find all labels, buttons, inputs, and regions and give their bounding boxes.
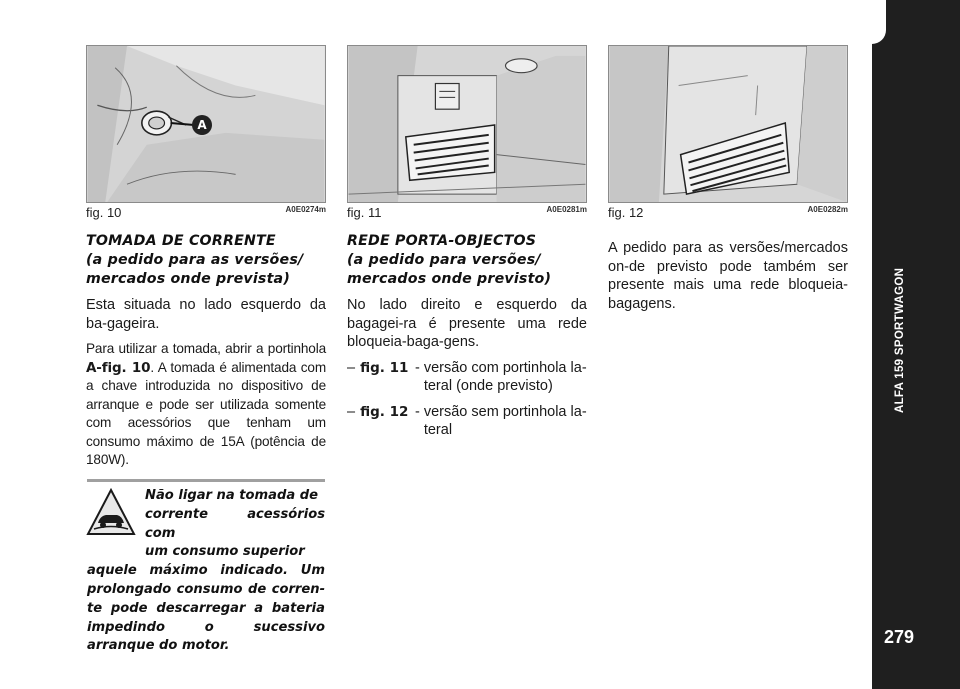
- section1-p2-ref: A-fig. 10: [86, 359, 151, 376]
- figure-10-label: fig. 10: [86, 205, 122, 220]
- warning-rule: [87, 479, 325, 482]
- section2-heading-line2: (a pedido para versões/: [347, 252, 541, 268]
- callout-a-label: A: [197, 118, 207, 132]
- figure-12-code: A0E0282m: [807, 205, 848, 214]
- section2-paragraph1: No lado direito e esquerdo da bagagei-ra é presente uma rede bloqueia-baga-gens.: [347, 297, 587, 350]
- section-storage-net: [347, 232, 587, 440]
- section-extra-net: [608, 239, 848, 313]
- section-power-socket: [86, 232, 326, 470]
- list-item: [347, 403, 587, 440]
- section1-heading-line1: TOMADA DE CORRENTE: [86, 233, 276, 249]
- section2-heading-line3: mercados onde previsto): [347, 271, 552, 287]
- list-text: versão sem portinhola la-teral: [423, 403, 587, 438]
- list-hyphen: -: [415, 403, 420, 420]
- section2-heading: [347, 232, 587, 289]
- list-ref: fig. 11: [360, 359, 409, 376]
- sidebar-title: ALFA 159 SPORTWAGON: [894, 267, 906, 413]
- warning-line1: Não ligar na tomada de: [145, 488, 319, 503]
- section3-paragraph1: A pedido para as versões/mercados on-de previsto pode também ser presente mais uma rede bloqueia-bagagens.: [608, 240, 848, 312]
- section1-heading-line2: (a pedido para as versões/: [86, 252, 304, 268]
- page-number: 279: [883, 627, 915, 647]
- section1-paragraph1: Esta situada no lado esquerdo da ba-gageira.: [86, 297, 326, 332]
- figure-12-caption: [608, 204, 848, 222]
- figure-11-label: fig. 11: [347, 205, 382, 220]
- figure-10-caption: [86, 204, 326, 222]
- section2-heading-line1: REDE PORTA-OBJECTOS: [347, 233, 537, 249]
- figure-11-caption: [347, 204, 587, 222]
- list-hyphen: -: [415, 359, 420, 376]
- list-ref: fig. 12: [360, 403, 409, 420]
- section1-heading-line3: mercados onde prevista): [86, 271, 291, 287]
- figure-12-illustration: [608, 45, 848, 203]
- chapter-sidebar: [872, 0, 960, 689]
- figure-10-code: A0E0274m: [285, 205, 326, 214]
- section1-paragraph2: [86, 340, 326, 470]
- list-dash: –: [347, 403, 356, 420]
- figure-11-code: A0E0281m: [546, 205, 587, 214]
- callout-a: [192, 115, 212, 135]
- warning-line2: corrente acessórios com: [145, 506, 325, 541]
- warning-rest: aquele máximo indicado. Um prolongado consumo de corren-te pode descarregar a bateria impedindo o sucessivo arranque do motor.: [87, 563, 325, 654]
- figure-11-illustration: [347, 45, 587, 203]
- warning-line3: um consumo superior: [145, 544, 305, 560]
- trunk-net-without-flap-drawing: [609, 46, 847, 202]
- section1-p2-start: Para utilizar a tomada, abrir a portinhola: [86, 341, 326, 356]
- figure-12-label: fig. 12: [608, 205, 644, 220]
- list-text: versão com portinhola la-teral (onde previsto): [423, 359, 587, 394]
- trunk-net-with-flap-drawing: [348, 46, 586, 202]
- warning-text: [87, 487, 325, 656]
- section1-heading: [86, 232, 326, 289]
- list-dash: –: [347, 359, 356, 376]
- section1-p2-end: . A tomada é alimentada com a chave introduzida no dispositivo de arranque e pode ser utilizada somente com acessórios que tenham um consumo máximo de 15A (potência de 180W).: [86, 359, 326, 467]
- list-item: [347, 359, 587, 396]
